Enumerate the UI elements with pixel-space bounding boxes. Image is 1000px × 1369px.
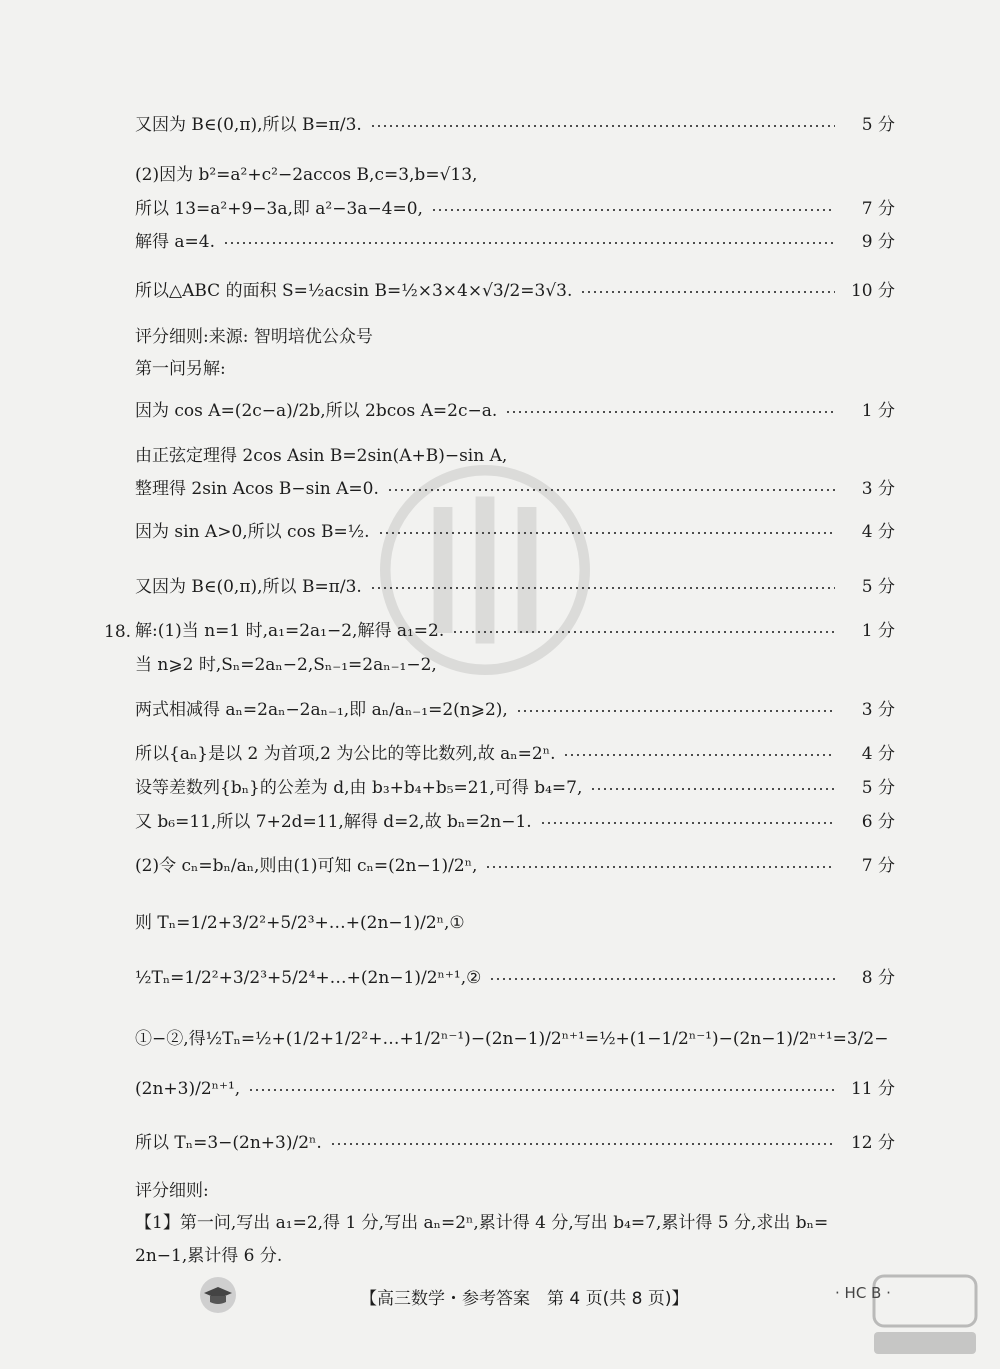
- solution-line: 所以{aₙ}是以 2 为首项,2 为公比的等比数列,故 aₙ=2ⁿ. 4 分: [135, 744, 895, 764]
- solution-line: 又因为 B∈(0,π),所以 B=π/3. 5 分: [135, 115, 895, 135]
- paper-code: · HC B ·: [835, 1284, 891, 1302]
- solution-line: 所以 Tₙ=3−(2n+3)/2ⁿ. 12 分: [135, 1133, 895, 1153]
- scoring-note: 评分细则:来源: 智明培优公众号: [135, 327, 373, 347]
- solution-line: 所以△ABC 的面积 S=½acsin B=½×3×4×√3/2=3√3. 10 分: [135, 281, 895, 301]
- solution-line: ①−②,得½Tₙ=½+(1/2+1/2²+…+1/2ⁿ⁻¹)−(2n−1)/2ⁿ⁺¹=½+(1−1/2ⁿ⁻¹)−(2n−1)/2ⁿ⁺¹=3/2−: [135, 1029, 889, 1049]
- solution-line: 设等差数列{bₙ}的公差为 d,由 b₃+b₄+b₅=21,可得 b₄=7, 5 分: [135, 778, 895, 798]
- solution-line: 两式相减得 aₙ=2aₙ−2aₙ₋₁,即 aₙ/aₙ₋₁=2(n⩾2), 3 分: [135, 700, 895, 720]
- site-watermark-logo: [870, 1272, 980, 1358]
- scoring-heading: 评分细则:: [135, 1181, 209, 1201]
- solution-line: 整理得 2sin Acos B−sin A=0. 3 分: [135, 479, 895, 499]
- solution-line: (2)因为 b²=a²+c²−2accos B,c=3,b=√13,: [135, 165, 478, 185]
- solution-line: (2n+3)/2ⁿ⁺¹, 11 分: [135, 1079, 895, 1099]
- solution-line: 所以 13=a²+9−3a,即 a²−3a−4=0, 7 分: [135, 199, 895, 219]
- solution-line: 解:(1)当 n=1 时,a₁=2a₁−2,解得 a₁=2. 1 分: [135, 621, 895, 641]
- solution-heading: 第一问另解:: [135, 359, 226, 379]
- page-footer: 【高三数学・参考答案 第 4 页(共 8 页)】: [360, 1289, 689, 1309]
- solution-line: 则 Tₙ=1/2+3/2²+5/2³+…+(2n−1)/2ⁿ,①: [135, 913, 465, 933]
- solution-line: 解得 a=4. 9 分: [135, 232, 895, 252]
- solution-line: 又因为 B∈(0,π),所以 B=π/3. 5 分: [135, 577, 895, 597]
- solution-line: 当 n⩾2 时,Sₙ=2aₙ−2,Sₙ₋₁=2aₙ₋₁−2,: [135, 655, 437, 675]
- solution-line: 由正弦定理得 2cos Asin B=2sin(A+B)−sin A,: [135, 446, 508, 466]
- scoring-detail: 【1】第一问,写出 a₁=2,得 1 分,写出 aₙ=2ⁿ,累计得 4 分,写出 b₄=7,累计得 5 分,求出 bₙ=: [135, 1213, 829, 1233]
- graduation-cap-icon: [200, 1277, 236, 1313]
- solution-line: 因为 sin A>0,所以 cos B=½. 4 分: [135, 522, 895, 542]
- question-number: 18.: [104, 622, 132, 642]
- solution-line: ½Tₙ=1/2²+3/2³+5/2⁴+…+(2n−1)/2ⁿ⁺¹,② 8 分: [135, 968, 895, 988]
- scoring-detail: 2n−1,累计得 6 分.: [135, 1246, 283, 1266]
- solution-line: 又 b₆=11,所以 7+2d=11,解得 d=2,故 bₙ=2n−1. 6 分: [135, 812, 895, 832]
- solution-line: (2)令 cₙ=bₙ/aₙ,则由(1)可知 cₙ=(2n−1)/2ⁿ, 7 分: [135, 856, 895, 876]
- solution-line: 因为 cos A=(2c−a)/2b,所以 2bcos A=2c−a. 1 分: [135, 401, 895, 421]
